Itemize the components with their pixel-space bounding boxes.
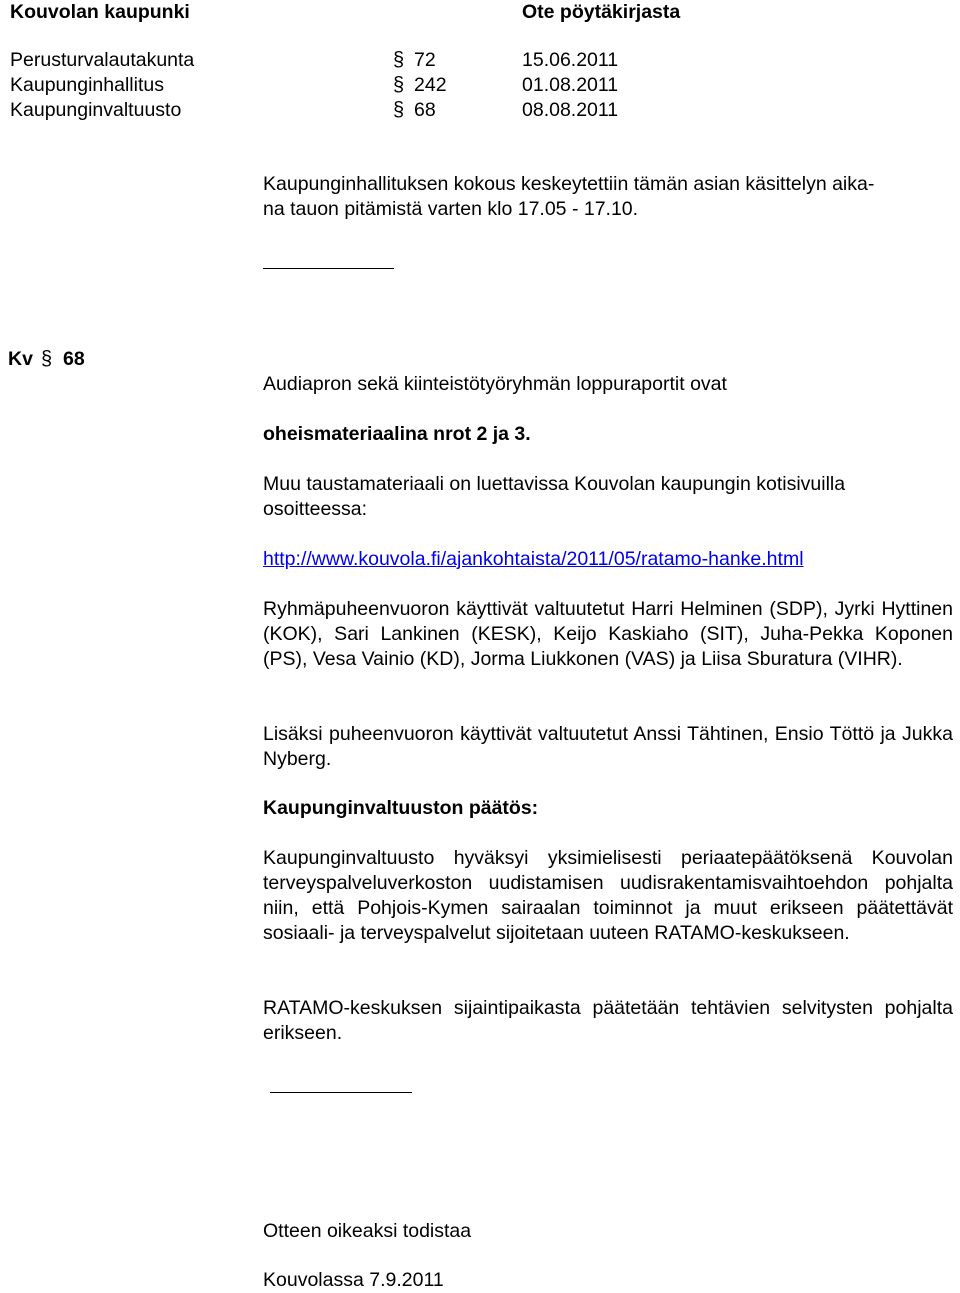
meeting-date: 01.08.2011 bbox=[522, 74, 619, 96]
location-paragraph: RATAMO-keskuksen sijaintipaikasta päätetään tehtävien selvitysten pohjalta erikseen. bbox=[263, 997, 953, 1044]
meeting-section-number: 68 bbox=[414, 99, 436, 121]
section-symbol: § bbox=[41, 348, 53, 370]
background-material-text: Muu taustamateriaali on luettavissa Kouvolan kaupungin kotisivuilla osoitteessa: bbox=[263, 473, 846, 520]
intro-line-1: Kaupunginhallituksen kokous keskeytettiin tämän asian käsittelyn aika- bbox=[263, 173, 875, 195]
ratamo-hanke-link[interactable]: http://www.kouvola.fi/ajankohtaista/2011/05/ratamo-hanke.html bbox=[263, 548, 804, 570]
intro-line-2: na tauon pitämistä varten klo 17.05 - 17.10. bbox=[263, 198, 639, 220]
meeting-body: Kaupunginvaltuusto bbox=[10, 99, 182, 121]
decision-paragraph: Kaupunginvaltuusto hyväksyi yksimielisesti periaatepäätöksenä Kouvolan terveyspalveluverkoston uudistamisen uudisrakentamisvaihtoehdon pohjalta niin, että Pohjois-Kymen sairaalan toiminnot ja muut erikseen päätettävät sosiaali- ja terveyspalvelut sijoitetaan uuteen RATAMO-keskukseen. bbox=[263, 847, 953, 944]
section-symbol: § bbox=[393, 49, 405, 71]
section-symbol: § bbox=[393, 74, 405, 96]
section-symbol: § bbox=[393, 99, 405, 121]
place-and-date: Kouvolassa 7.9.2011 bbox=[263, 1269, 444, 1291]
meeting-section-number: 72 bbox=[414, 49, 436, 71]
other-speeches-paragraph: Lisäksi puheenvuoron käyttivät valtuutetut Anssi Tähtinen, Ensio Töttö ja Jukka Nyberg. bbox=[263, 723, 953, 770]
meeting-date: 08.08.2011 bbox=[522, 99, 619, 121]
meeting-section-number: 242 bbox=[414, 74, 447, 96]
separator-line bbox=[263, 268, 394, 269]
meeting-body: Perusturvalautakunta bbox=[10, 49, 195, 71]
certification-text: Otteen oikeaksi todistaa bbox=[263, 1220, 472, 1242]
separator-line bbox=[270, 1092, 412, 1093]
group-speeches-paragraph: Ryhmäpuheenvuoron käyttivät valtuutetut Harri Helminen (SDP), Jyrki Hyttinen (KOK), Sari Lankinen (KESK), Keijo Kaskiaho (SIT), Juha-Pekka Koponen (PS), Vesa Vainio (KD), Jorma Liukkonen (VAS) ja Liisa Sburatura (VIHR). bbox=[263, 598, 953, 670]
organization-name: Kouvolan kaupunki bbox=[10, 1, 190, 23]
document-type: Ote pöytäkirjasta bbox=[522, 1, 681, 23]
meeting-date: 15.06.2011 bbox=[522, 49, 619, 71]
meeting-body: Kaupunginhallitus bbox=[10, 74, 164, 96]
decision-heading: Kaupunginvaltuuston päätös: bbox=[263, 797, 539, 819]
attachments-line-2: oheismateriaalina nrot 2 ja 3. bbox=[263, 423, 531, 445]
item-number: 68 bbox=[63, 348, 85, 370]
item-prefix: Kv bbox=[8, 348, 33, 370]
attachments-line-1: Audiapron sekä kiinteistötyöryhmän loppuraportit ovat bbox=[263, 373, 727, 395]
